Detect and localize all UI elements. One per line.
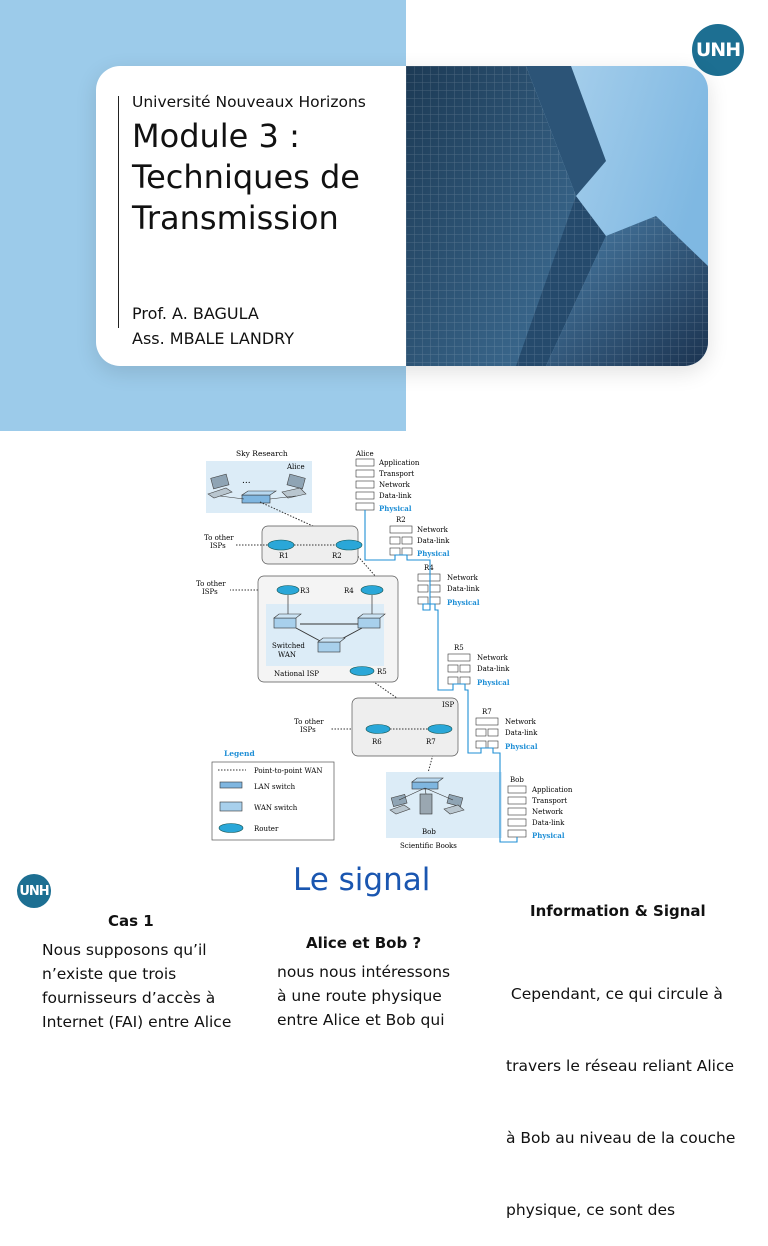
- unh-logo: UNH: [692, 24, 744, 76]
- router-r5-label: R5: [377, 668, 387, 676]
- legend-item: LAN switch: [254, 783, 296, 791]
- text-line: Cependant, ce qui circule à: [506, 985, 723, 1003]
- stack-r7-name: R7: [482, 708, 492, 716]
- legend-item: WAN switch: [254, 804, 298, 812]
- layer-label: Data-link: [505, 729, 538, 737]
- legend-title: Legend: [224, 749, 255, 758]
- column-text: [42, 938, 231, 1034]
- layer-label-physical: Physical: [532, 831, 565, 840]
- to-other-isps-label: To other: [204, 534, 234, 542]
- bob-computer-label: Bob: [422, 828, 436, 836]
- layer-label: Application: [379, 459, 420, 467]
- network-diagram: [190, 442, 590, 854]
- sky-research-label: Sky Research: [236, 449, 288, 458]
- layer-label: Network: [417, 526, 448, 534]
- layer-label: Data-link: [532, 819, 565, 827]
- layer-label: Transport: [532, 797, 568, 805]
- router-icon: [277, 586, 299, 595]
- layer-label-physical: Physical: [505, 742, 538, 751]
- to-other-isps-label: ISPs: [300, 726, 316, 734]
- text-line: physique, ce sont des: [506, 1201, 676, 1219]
- laptops-ellipsis: ...: [242, 476, 251, 486]
- to-other-isps-label: ISPs: [210, 542, 226, 550]
- scientific-books-label: Scientific Books: [400, 842, 457, 850]
- to-other-isps-label: To other: [294, 718, 324, 726]
- title-line: Transmission: [132, 199, 339, 237]
- router-icon: [361, 586, 383, 595]
- university-name: Université Nouveaux Horizons: [132, 93, 366, 111]
- stack-r4-name: R4: [424, 564, 434, 572]
- router-r3-label: R3: [300, 587, 310, 595]
- professor-name: Prof. A. BAGULA: [132, 304, 259, 323]
- r4-protocol-stack: [418, 574, 440, 604]
- layer-label-physical: Physical: [447, 598, 480, 607]
- router-icon: [428, 725, 452, 734]
- layer-label: Transport: [379, 470, 415, 478]
- layer-label: Application: [532, 786, 573, 794]
- r2-protocol-stack: [390, 526, 412, 555]
- layer-label: Network: [477, 654, 508, 662]
- text-line: fournisseurs d’accès à: [42, 989, 216, 1007]
- layer-label: Network: [505, 718, 536, 726]
- router-icon: [336, 540, 362, 550]
- router-icon: [268, 540, 294, 550]
- layer-label: Data-link: [379, 492, 412, 500]
- legend-item: Router: [254, 825, 279, 833]
- unh-logo: UNH: [17, 874, 51, 908]
- router-r2-label: R2: [332, 552, 342, 560]
- column-text: [506, 934, 735, 1246]
- layer-label: Network: [447, 574, 478, 582]
- alice-laptop-label: Alice: [287, 463, 305, 471]
- r5-protocol-stack: [448, 654, 470, 684]
- layer-label: Network: [532, 808, 563, 816]
- layer-label-physical: Physical: [417, 549, 450, 558]
- router-r6-label: R6: [372, 738, 382, 746]
- lan-switch-icon: [220, 782, 242, 788]
- column-heading: Cas 1: [108, 912, 154, 930]
- text-line: entre Alice et Bob qui: [277, 1011, 445, 1029]
- to-other-isps-label: ISPs: [202, 588, 218, 596]
- stack-r2-name: R2: [396, 516, 406, 524]
- text-line: Internet (FAI) entre Alice: [42, 1013, 232, 1031]
- skyscraper-photo: [406, 66, 708, 366]
- stack-alice-name: Alice: [356, 450, 374, 458]
- r7-protocol-stack: [476, 718, 498, 748]
- router-icon: [219, 824, 243, 833]
- wan-switch-icon: [220, 802, 242, 811]
- text-line: Nous supposons qu’il: [42, 941, 207, 959]
- title-line: Techniques de: [132, 158, 360, 196]
- bob-protocol-stack: [508, 786, 526, 837]
- divider-line: [118, 96, 119, 328]
- layer-label: Network: [379, 481, 410, 489]
- layer-label-physical: Physical: [379, 504, 412, 513]
- layer-label-physical: Physical: [477, 678, 510, 687]
- legend-item: Point-to-point WAN: [254, 767, 323, 775]
- slide-title: Le signal: [293, 862, 431, 898]
- server-icon: [420, 794, 432, 814]
- router-r4-label: R4: [344, 587, 354, 595]
- switched-wan-label: WAN: [278, 651, 297, 659]
- layer-label: Data-link: [447, 585, 480, 593]
- text-line: à Bob au niveau de la couche: [506, 1129, 736, 1147]
- column-text: [277, 960, 450, 1032]
- column-heading: Alice et Bob ?: [306, 934, 422, 952]
- text-line: à une route physique: [277, 987, 442, 1005]
- stack-bob-name: Bob: [510, 776, 524, 784]
- module-title: [132, 116, 402, 239]
- national-isp-label: National ISP: [274, 670, 319, 678]
- stack-r5-name: R5: [454, 644, 464, 652]
- column-heading: Information & Signal: [530, 902, 706, 920]
- to-other-isps-label: To other: [196, 580, 226, 588]
- alice-protocol-stack: [356, 459, 374, 510]
- text-line: nous nous intéressons: [277, 963, 451, 981]
- router-icon: [366, 725, 390, 734]
- layer-label: Data-link: [417, 537, 450, 545]
- router-r1-label: R1: [279, 552, 289, 560]
- title-line: Module 3 :: [132, 117, 300, 155]
- title-card: [96, 66, 708, 366]
- switched-wan-label: Switched: [272, 642, 305, 650]
- router-r7-label: R7: [426, 738, 436, 746]
- text-line: travers le réseau reliant Alice: [506, 1057, 735, 1075]
- text-line: n’existe que trois: [42, 965, 177, 983]
- assistant-name: Ass. MBALE LANDRY: [132, 329, 295, 348]
- isp-label: ISP: [442, 701, 455, 709]
- router-icon: [350, 667, 374, 676]
- layer-label: Data-link: [477, 665, 510, 673]
